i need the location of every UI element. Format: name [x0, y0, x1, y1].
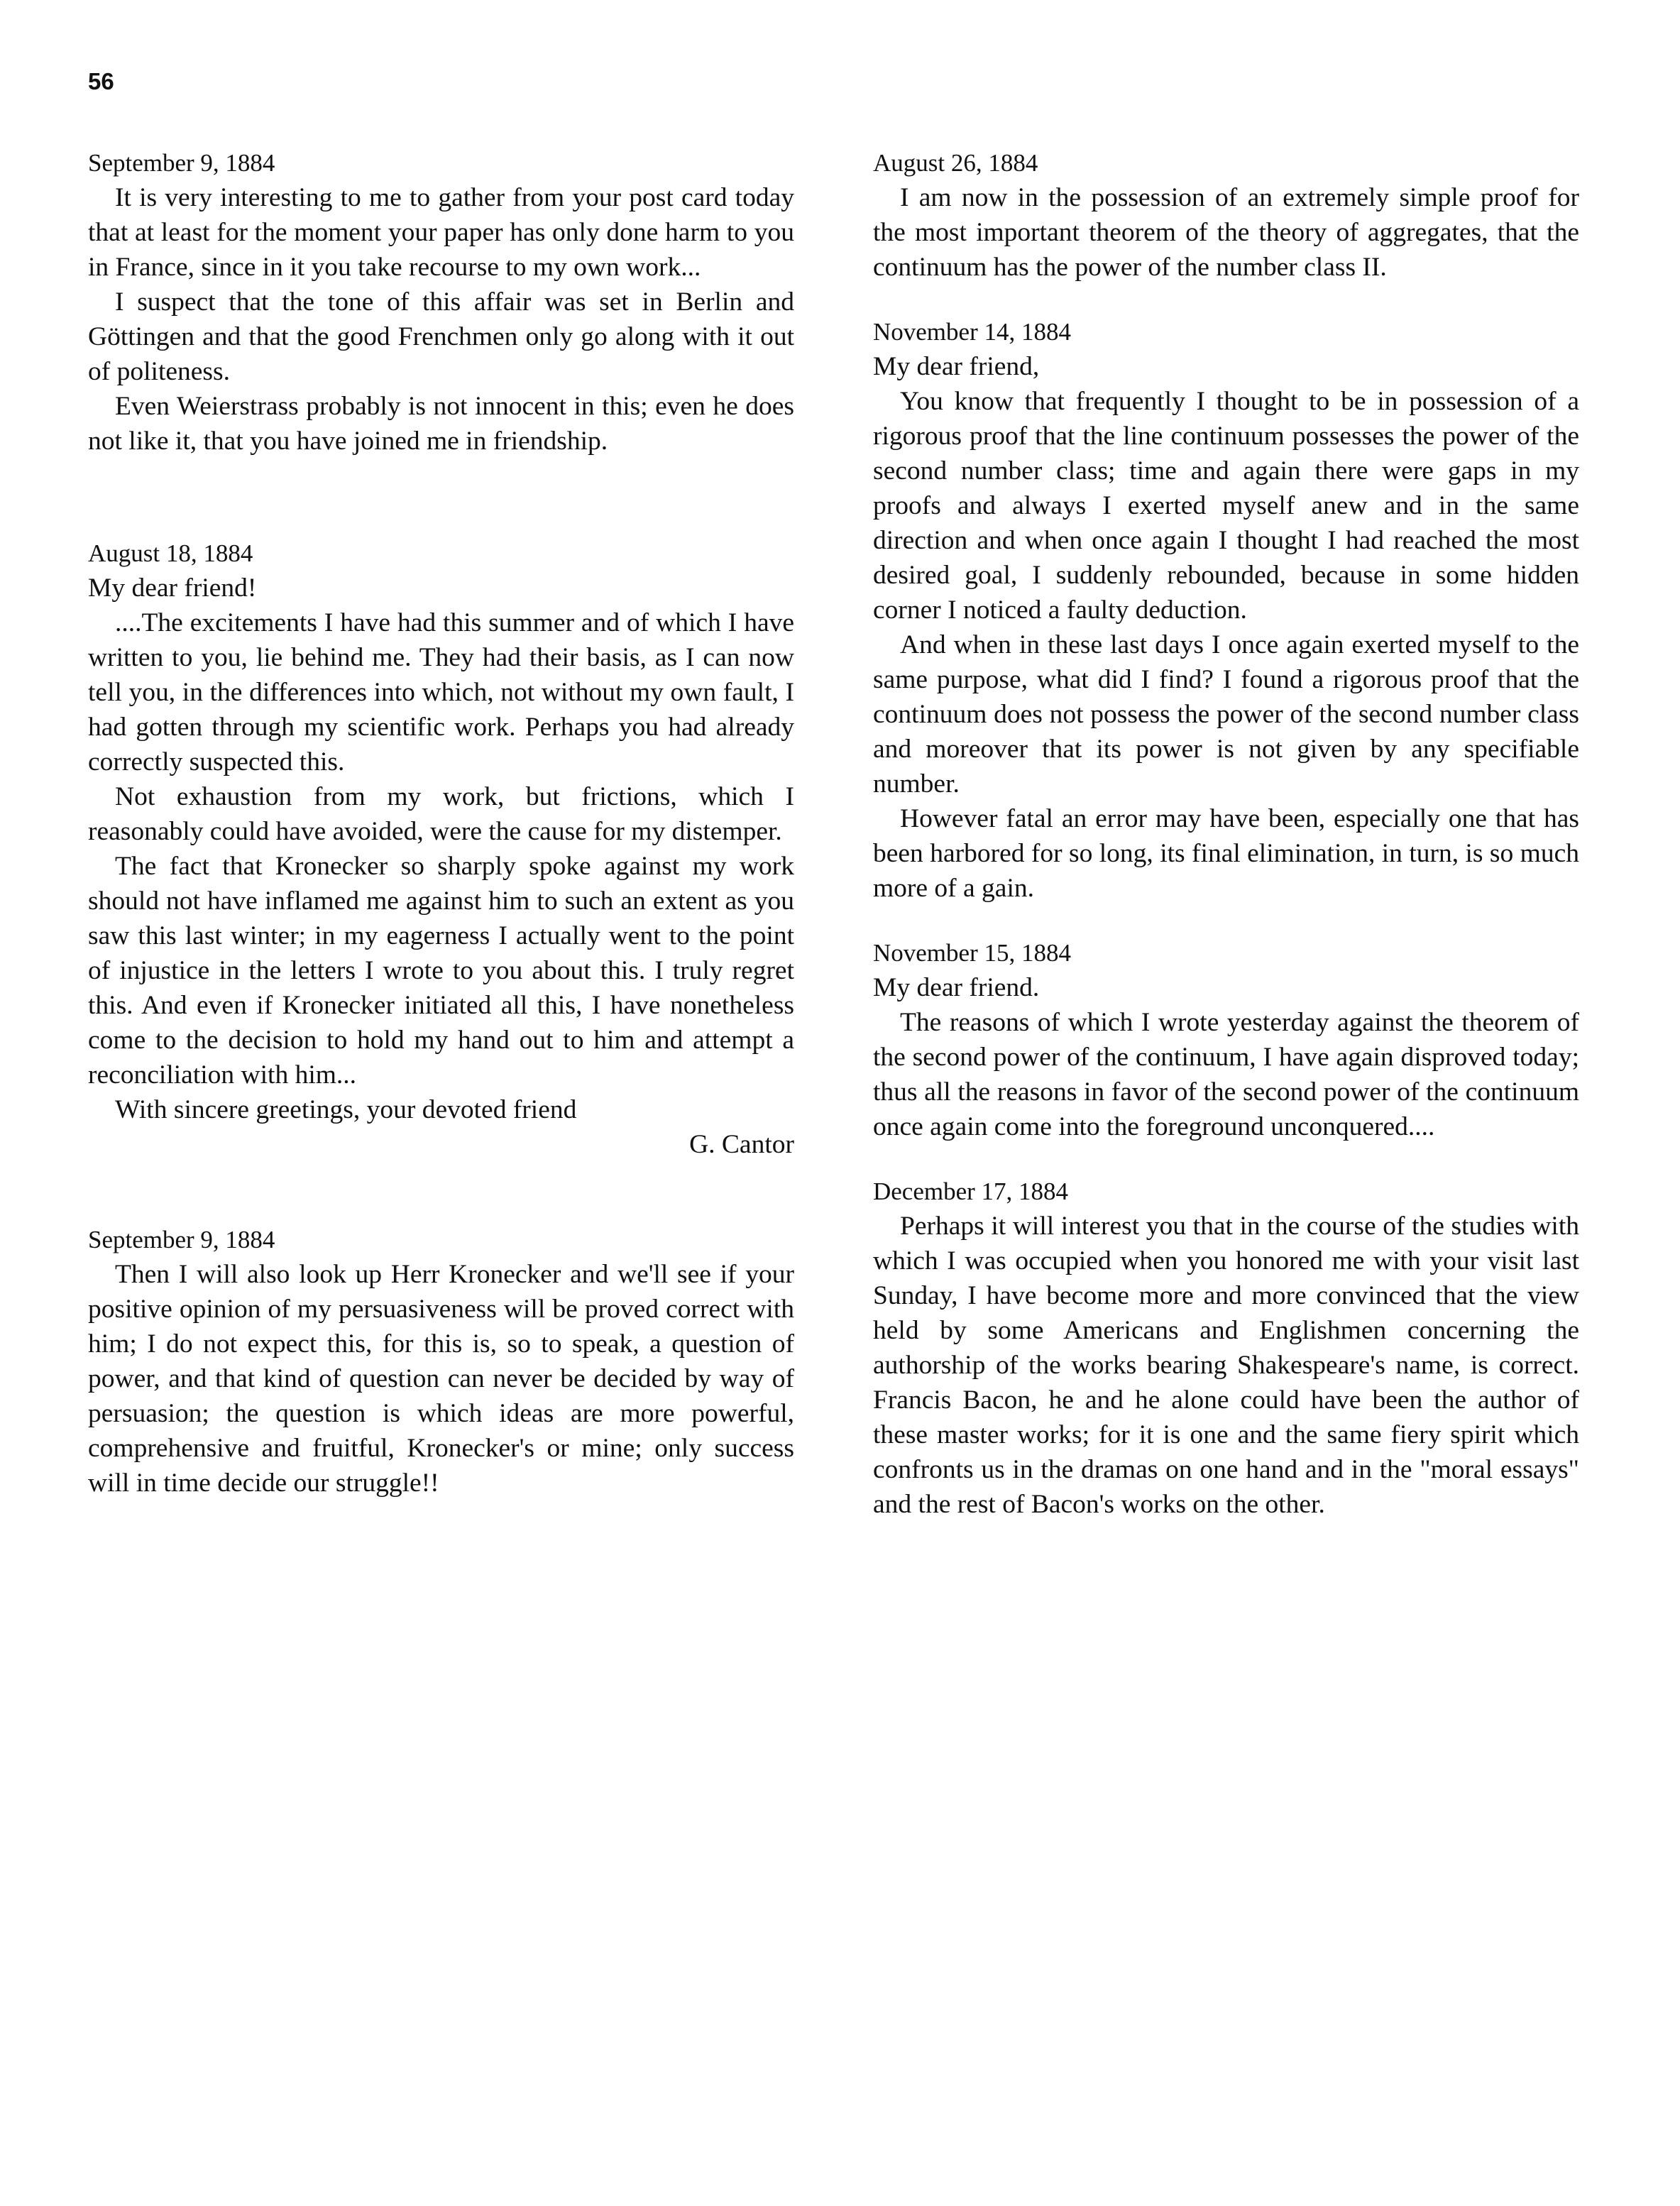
letter-salutation: My dear friend!	[88, 574, 257, 603]
letter-paragraph: The fact that Kronecker so sharply spoke against my work should not have inflamed me against him to such an extent as you saw this last winter; in my eagerness I actually went to the point of injustice in the letters I wrote to you about this. I truly regret this. And even if Kronecker initiated all this, I have nonetheless come to the decision to hold my hand out to him and attempt a reconciliation with him...	[88, 852, 794, 1090]
letter-date: November 15, 1884	[873, 939, 1071, 967]
page-number: 56	[88, 68, 114, 94]
letter-paragraph: And when in these last days I once again exerted myself to the same purpose, what did I find? I found a rigorous proof that the continuum does not possess the power of the second number class and moreover that its power is not given by any specifiable number.	[873, 630, 1579, 799]
letter-date: September 9, 1884	[88, 149, 275, 177]
letter-signature: G. Cantor	[689, 1130, 794, 1159]
letter-date: December 17, 1884	[873, 1178, 1069, 1205]
letter-nov-15-1884	[873, 935, 1579, 1144]
letter-paragraph: Then I will also look up Herr Kronecker and we'll see if your positive opinion of my persuasiveness will be proved correct with him; I do not expect this, for this is, so to speak, a question of power, and that kind of question can never be decided by way of persuasion; the question is which ideas are more powerful, comprehensive and fruitful, Kronecker's or mine; only success will in time decide our struggle!!	[88, 1260, 794, 1498]
letter-paragraph: Even Weierstrass probably is not innocent in this; even he does not like it, that you have joined me in friendship.	[88, 392, 794, 456]
letter-paragraph: I suspect that the tone of this affair was set in Berlin and Göttingen and that the good Frenchmen only go along with it out of politeness.	[88, 287, 794, 386]
letter-sep-9-1884-a	[88, 146, 794, 459]
letter-paragraph: Perhaps it will interest you that in the course of the studies with which I was occupied when you honored me with your visit last Sunday, I have become more and more convinced that the view held by some Americans and Englishmen concerning the authorship of the works bearing Shakespeare's name, is correct. Francis Bacon, he and he alone could have been the author of these master works; for it is one and the same fiery spirit which confronts us in the dramas on one hand and in the "moral essays" and the rest of Bacon's works on the other.	[873, 1212, 1579, 1519]
letter-paragraph: However fatal an error may have been, especially one that has been harbored for so long, its final elimination, in turn, is so much more of a gain.	[873, 804, 1579, 903]
letter-paragraph: Not exhaustion from my work, but frictions, which I reasonably could have avoided, were the cause for my distemper.	[88, 782, 794, 846]
letter-sep-9-1884-b	[88, 1222, 794, 1500]
letter-aug-26-1884	[873, 146, 1579, 285]
letter-date: November 14, 1884	[873, 318, 1071, 346]
letter-date: August 26, 1884	[873, 149, 1038, 177]
letter-dec-17-1884	[873, 1174, 1579, 1522]
letter-paragraph: It is very interesting to me to gather from your post card today that at least for the moment your paper has only done harm to you in France, since in it you take recourse to my own work...	[88, 183, 794, 282]
letter-paragraph: The reasons of which I wrote yesterday against the theorem of the second power of the continuum, I have again disproved today; thus all the reasons in favor of the second power of the continuum once again come into the foreground unconquered....	[873, 1008, 1579, 1141]
right-column	[873, 146, 1579, 1522]
letter-paragraph: You know that frequently I thought to be in possession of a rigorous proof that the line continuum possesses the power of the second number class; time and again there were gaps in my proofs and always I exerted myself anew and in the same direction and when once again I thought I had reached the most desired goal, I suddenly rebounded, because in some hidden corner I noticed a faulty deduction.	[873, 387, 1579, 625]
letter-aug-18-1884	[88, 536, 794, 1162]
letter-salutation: My dear friend,	[873, 352, 1040, 381]
letter-salutation: My dear friend.	[873, 973, 1040, 1002]
letter-nov-14-1884	[873, 314, 1579, 906]
letter-paragraph: ....The excitements I have had this summer and of which I have written to you, lie behind me. They had their basis, as I can now tell you, in the differences into which, not without my own fault, I had gotten through my scientific work. Perhaps you had already correctly suspected this.	[88, 608, 794, 777]
letter-date: September 9, 1884	[88, 1226, 275, 1253]
letter-date: August 18, 1884	[88, 539, 253, 567]
left-column	[88, 146, 794, 1500]
letter-paragraph: I am now in the possession of an extremely simple proof for the most important theorem of the theory of aggregates, that the continuum has the power of the number class II.	[873, 183, 1579, 282]
letter-closing: With sincere greetings, your devoted friend	[115, 1095, 577, 1124]
